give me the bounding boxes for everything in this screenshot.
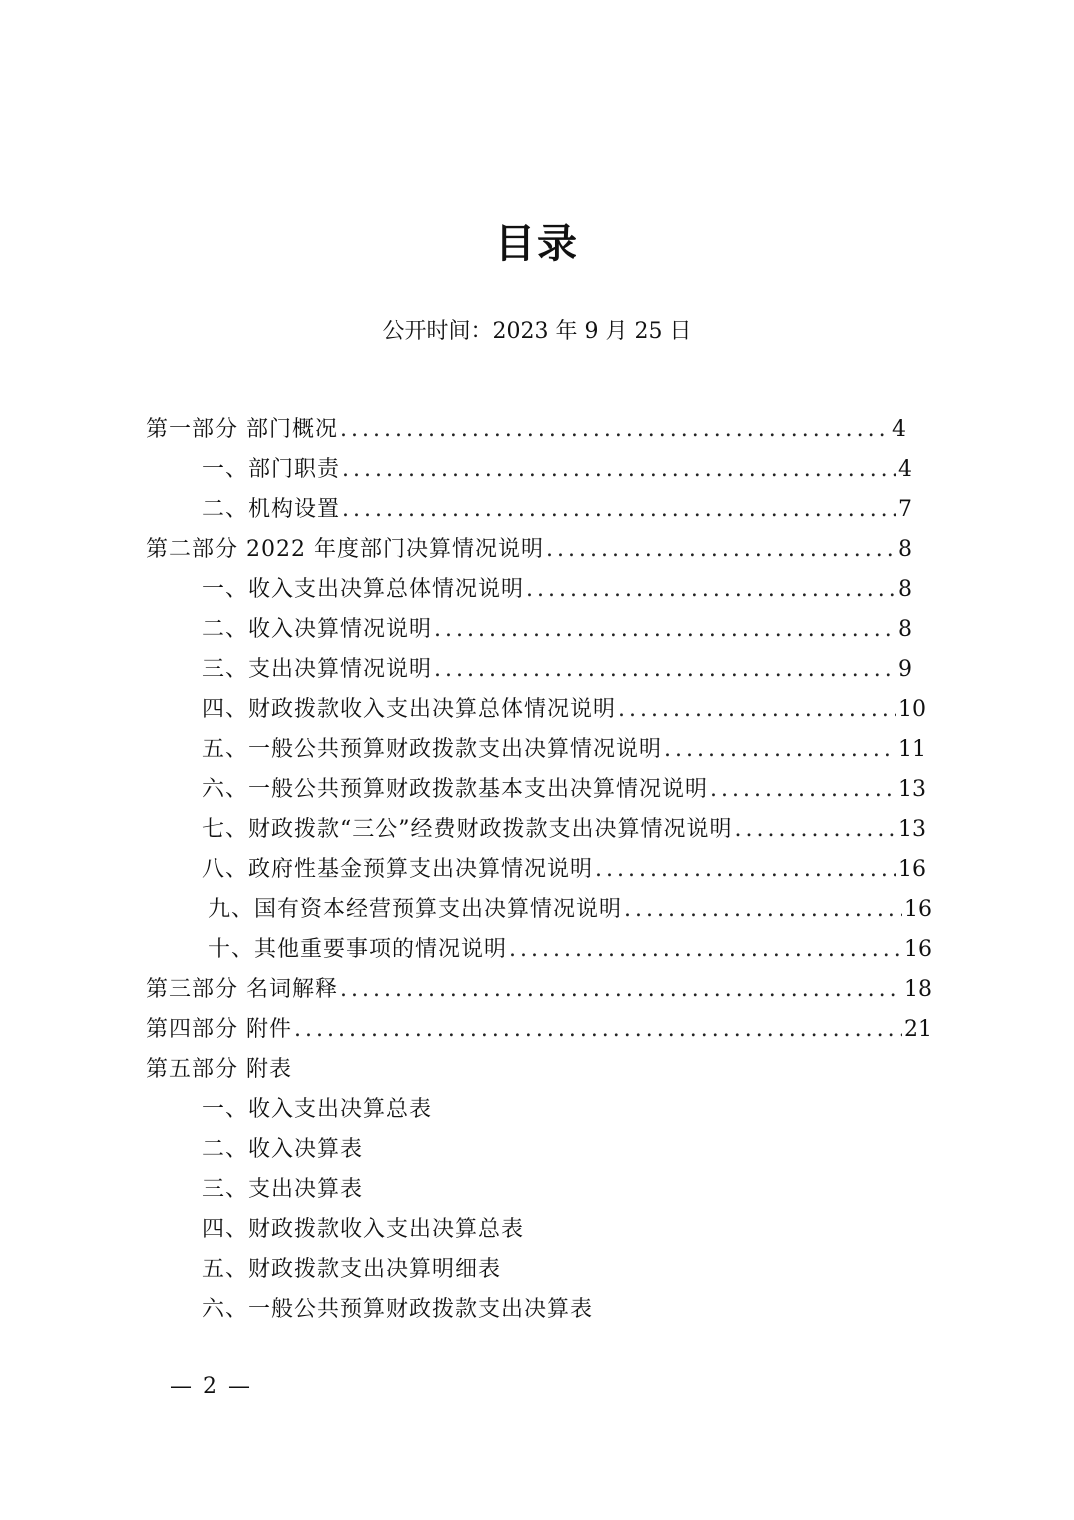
toc-entry-label: 第一部分 部门概况 [146,417,338,442]
toc-entry[interactable] [146,970,932,1010]
toc-entry-label: 六、一般公共预算财政拨款基本支出决算情况说明 [202,777,709,802]
toc-entry[interactable] [202,1170,702,1210]
toc-entry-label: 五、财政拨款支出决算明细表 [202,1257,502,1282]
toc-entry[interactable] [202,850,926,890]
toc-entry-label: 七、财政拨款“三公”经费财政拨款支出决算情况说明 [202,817,733,842]
toc-entry[interactable] [202,570,912,610]
toc-entry-label: 五、一般公共预算财政拨款支出决算情况说明 [202,737,663,762]
toc-entry[interactable] [202,810,926,850]
page-title: 目录 [495,221,579,267]
toc-entry-label: 三、支出决算表 [202,1177,364,1202]
toc-entry-label: 一、收入支出决算总表 [202,1097,433,1122]
toc-entry-page: 8 [898,577,912,602]
toc-entry[interactable] [146,1010,932,1050]
toc-entry-label: 一、部门职责 [202,457,341,482]
toc-entry[interactable] [202,1090,702,1130]
toc-entry[interactable] [202,450,912,490]
toc-entry[interactable] [202,730,926,770]
toc-entry-label: 第五部分 附表 [146,1057,292,1082]
toc-entry-label: 三、支出决算情况说明 [202,657,433,682]
toc-entry[interactable] [146,530,912,570]
toc-entry[interactable] [202,770,926,810]
toc-entry[interactable] [208,890,932,930]
toc-leader [342,490,896,530]
toc-entry-page: 21 [904,1017,932,1042]
toc-entry-label: 第三部分 名词解释 [146,977,338,1002]
toc-entry-page: 8 [898,617,912,642]
toc-entry[interactable] [202,1250,702,1290]
toc-leader [735,810,897,850]
toc-entry[interactable] [146,1050,646,1090]
toc-leader [710,770,896,810]
toc-entry-page: 7 [898,497,912,522]
toc-entry-label: 二、收入决算情况说明 [202,617,433,642]
toc-entry[interactable] [202,650,912,690]
toc-entry-label: 六、一般公共预算财政拨款支出决算表 [202,1297,594,1322]
toc-entry-page: 10 [898,697,926,722]
toc-leader [434,610,896,650]
toc-entry[interactable] [202,1210,702,1250]
toc-leader [509,930,902,970]
toc-entry-label: 二、收入决算表 [202,1137,364,1162]
toc-leader [595,850,896,890]
toc-entry-page: 4 [898,457,912,482]
toc-leader [340,970,902,1010]
toc-entry-label: 九、国有资本经营预算支出决算情况说明 [208,897,623,922]
toc-entry-page: 11 [898,737,926,762]
toc-entry-label: 二、机构设置 [202,497,341,522]
toc-leader [664,730,896,770]
toc-entry[interactable] [202,1290,702,1330]
publish-date: 公开时间：2023 年 9 月 25 日 [382,319,692,344]
toc-leader [546,530,896,570]
toc-entry-page: 16 [898,857,926,882]
toc-leader [618,690,896,730]
toc-entry-label: 四、财政拨款收入支出决算总体情况说明 [202,697,617,722]
page-number: — 2 — [170,1374,252,1399]
toc-entry-label: 十、其他重要事项的情况说明 [208,937,508,962]
toc-entry-label: 第二部分 2022 年度部门决算情况说明 [146,537,544,562]
toc-entry-page: 9 [898,657,912,682]
toc-entry-label: 八、政府性基金预算支出决算情况说明 [202,857,594,882]
toc-leader [342,450,896,490]
toc-entry[interactable] [202,1130,702,1170]
toc-entry[interactable] [202,490,912,530]
toc-entry-page: 16 [904,897,932,922]
toc-entry-page: 4 [892,417,906,442]
toc-entry-label: 一、收入支出决算总体情况说明 [202,577,525,602]
toc-leader [340,410,890,450]
toc-entry[interactable] [202,690,926,730]
toc-entry-page: 13 [898,777,926,802]
toc-leader [624,890,902,930]
toc-entry-label: 四、财政拨款收入支出决算总表 [202,1217,525,1242]
toc-entry-page: 16 [904,937,932,962]
toc-entry-page: 18 [904,977,932,1002]
toc-leader [294,1010,902,1050]
toc-entry-page: 13 [898,817,926,842]
toc-entry[interactable] [146,410,906,450]
toc-entry[interactable] [202,610,912,650]
toc-entry-page: 8 [898,537,912,562]
toc-entry[interactable] [208,930,932,970]
toc-leader [526,570,896,610]
toc-entry-label: 第四部分 附件 [146,1017,292,1042]
toc-leader [434,650,896,690]
